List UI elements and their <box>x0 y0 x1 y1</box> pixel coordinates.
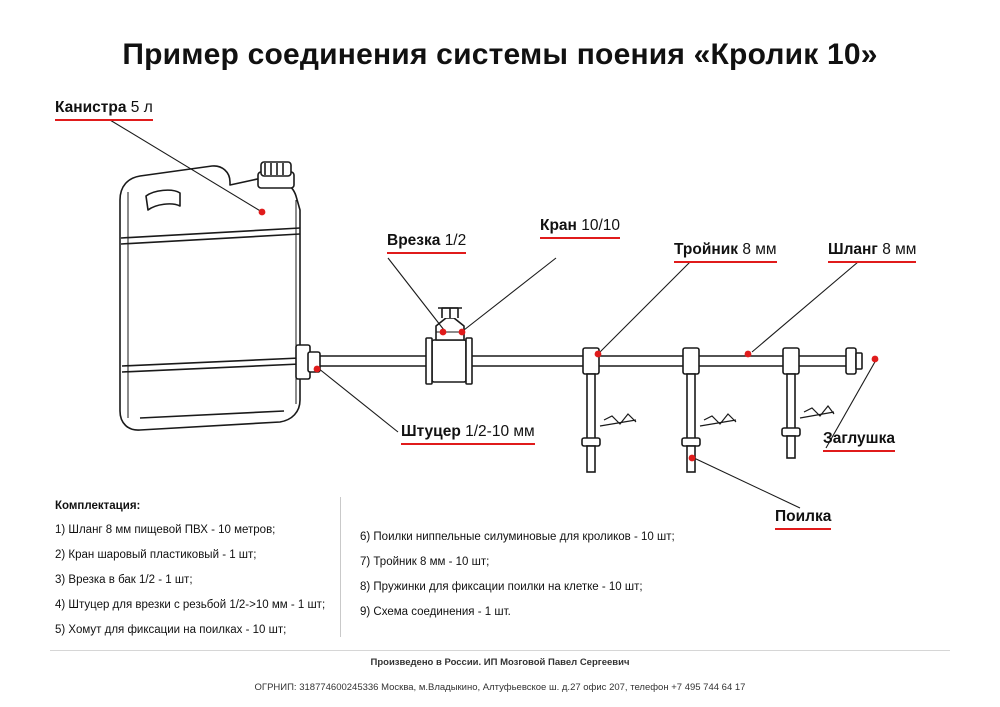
page-title: Пример соединения системы поения «Кролик 10» <box>122 38 878 71</box>
callout-shlang: Шланг 8 мм <box>828 241 916 263</box>
callout-shtucer: Штуцер 1/2-10 мм <box>401 423 535 445</box>
callout-kran: Кран 10/10 <box>540 217 620 239</box>
callout-troynik: Тройник 8 мм <box>674 241 777 263</box>
callout-leader-lines <box>110 120 876 508</box>
callout-poilka: Поилка <box>775 508 831 530</box>
outlet-fitting <box>296 345 320 379</box>
kit-heading: Комплектация: <box>55 500 141 512</box>
footer-legal: ОГРНИП: 318774600245336 Москва, м.Владыкино, Алтуфьевское ш. д.27 офис 207, телефон +7 495 744 64 17 <box>254 682 746 693</box>
end-plug <box>846 348 862 374</box>
footer-company: Произведено в России. ИП Мозговой Павел Сергеевич <box>370 657 630 668</box>
kit-item: 4) Штуцер для врезки с резьбой 1/2->10 мм - 1 шт; <box>55 599 326 611</box>
kit-item: 6) Поилки ниппельные силуминовые для кроликов - 10 шт; <box>360 531 675 543</box>
kit-item: 8) Пружинки для фиксации поилки на клетке - 10 шт; <box>360 581 643 593</box>
canister-illustration <box>120 162 300 430</box>
callout-end-dots <box>259 209 879 462</box>
kit-list-right <box>360 525 700 625</box>
callout-zaglushka: Заглушка <box>823 430 895 452</box>
kit-item: 1) Шланг 8 мм пищевой ПВХ - 10 метров; <box>55 524 276 536</box>
kit-list-left <box>55 518 355 643</box>
ball-valve <box>426 308 472 384</box>
callout-canister: Канистра 5 л <box>55 99 153 121</box>
footer-divider <box>50 650 950 651</box>
kit-item: 5) Хомут для фиксации на поилках - 10 шт; <box>55 624 287 636</box>
kit-item: 2) Кран шаровый пластиковый - 1 шт; <box>55 549 257 561</box>
kit-item: 3) Врезка в бак 1/2 - 1 шт; <box>55 574 193 586</box>
kit-item: 9) Схема соединения - 1 шт. <box>360 606 511 618</box>
kit-item: 7) Тройник 8 мм - 10 шт; <box>360 556 490 568</box>
callout-vrezka: Врезка 1/2 <box>387 232 466 254</box>
